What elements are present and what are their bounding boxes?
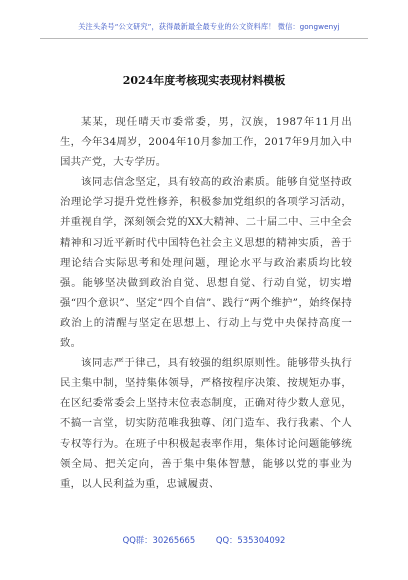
footer-qq: QQ：535304092 [215, 535, 286, 545]
paragraph-bio: 某某，现任晴天市委常委，男，汉族，1987年11月出生，今年34周岁，2004年10月参加工作，2017年9月加入中国共产党，大专学历。 [60, 116, 352, 169]
paragraph-political: 该同志信念坚定，具有较高的政治素质。能够自觉坚持政治理论学习提升党性修养，积极参加党组织的各项学习活动，并重视自学，深刻领会党的XX大精神、二十届二中、三中全会精神和习近平新时代中国特色社会主义思想的精神实质，善于理论结合实际思考和处理问题，理论水平与政治素质均比较强。能够坚决做到政治自觉、思想自觉、行动自觉，切实增强“四个意识”、坚定“四个自信”、践行“两个维护”，始终保持政治上的清醒与坚定在思想上、行动上与党中央保持高度一致。 [60, 176, 352, 350]
document-title: 2024年度考核现实表现材料模板 [122, 74, 286, 87]
header-divider [40, 38, 368, 39]
paragraph-discipline: 该同志严于律己，具有较强的组织原则性。能够带头执行民主集中制，坚持集体领导，严格按程序决策、按规矩办事，在区纪委常委会上坚持末位表态制度，正确对待少数人意见，不搞一言堂，切实防范唯我独尊、闭门造车、我行我素、个人专权等行为。在班子中积极起表率作用，集体讨论问题能够统领全局、把关定向，善于集中集体智慧，能够以党的事业为重，以人民利益为重，忠诚履责、 [60, 357, 352, 490]
header-notice: 关注头条号“公文研究”，获得最新最全最专业的公文资料库！ 微信：gongwenyj [78, 22, 340, 31]
footer-contact [0, 534, 408, 546]
document-body [60, 112, 352, 494]
footer-qq-group: QQ群：30265665 [122, 535, 196, 545]
